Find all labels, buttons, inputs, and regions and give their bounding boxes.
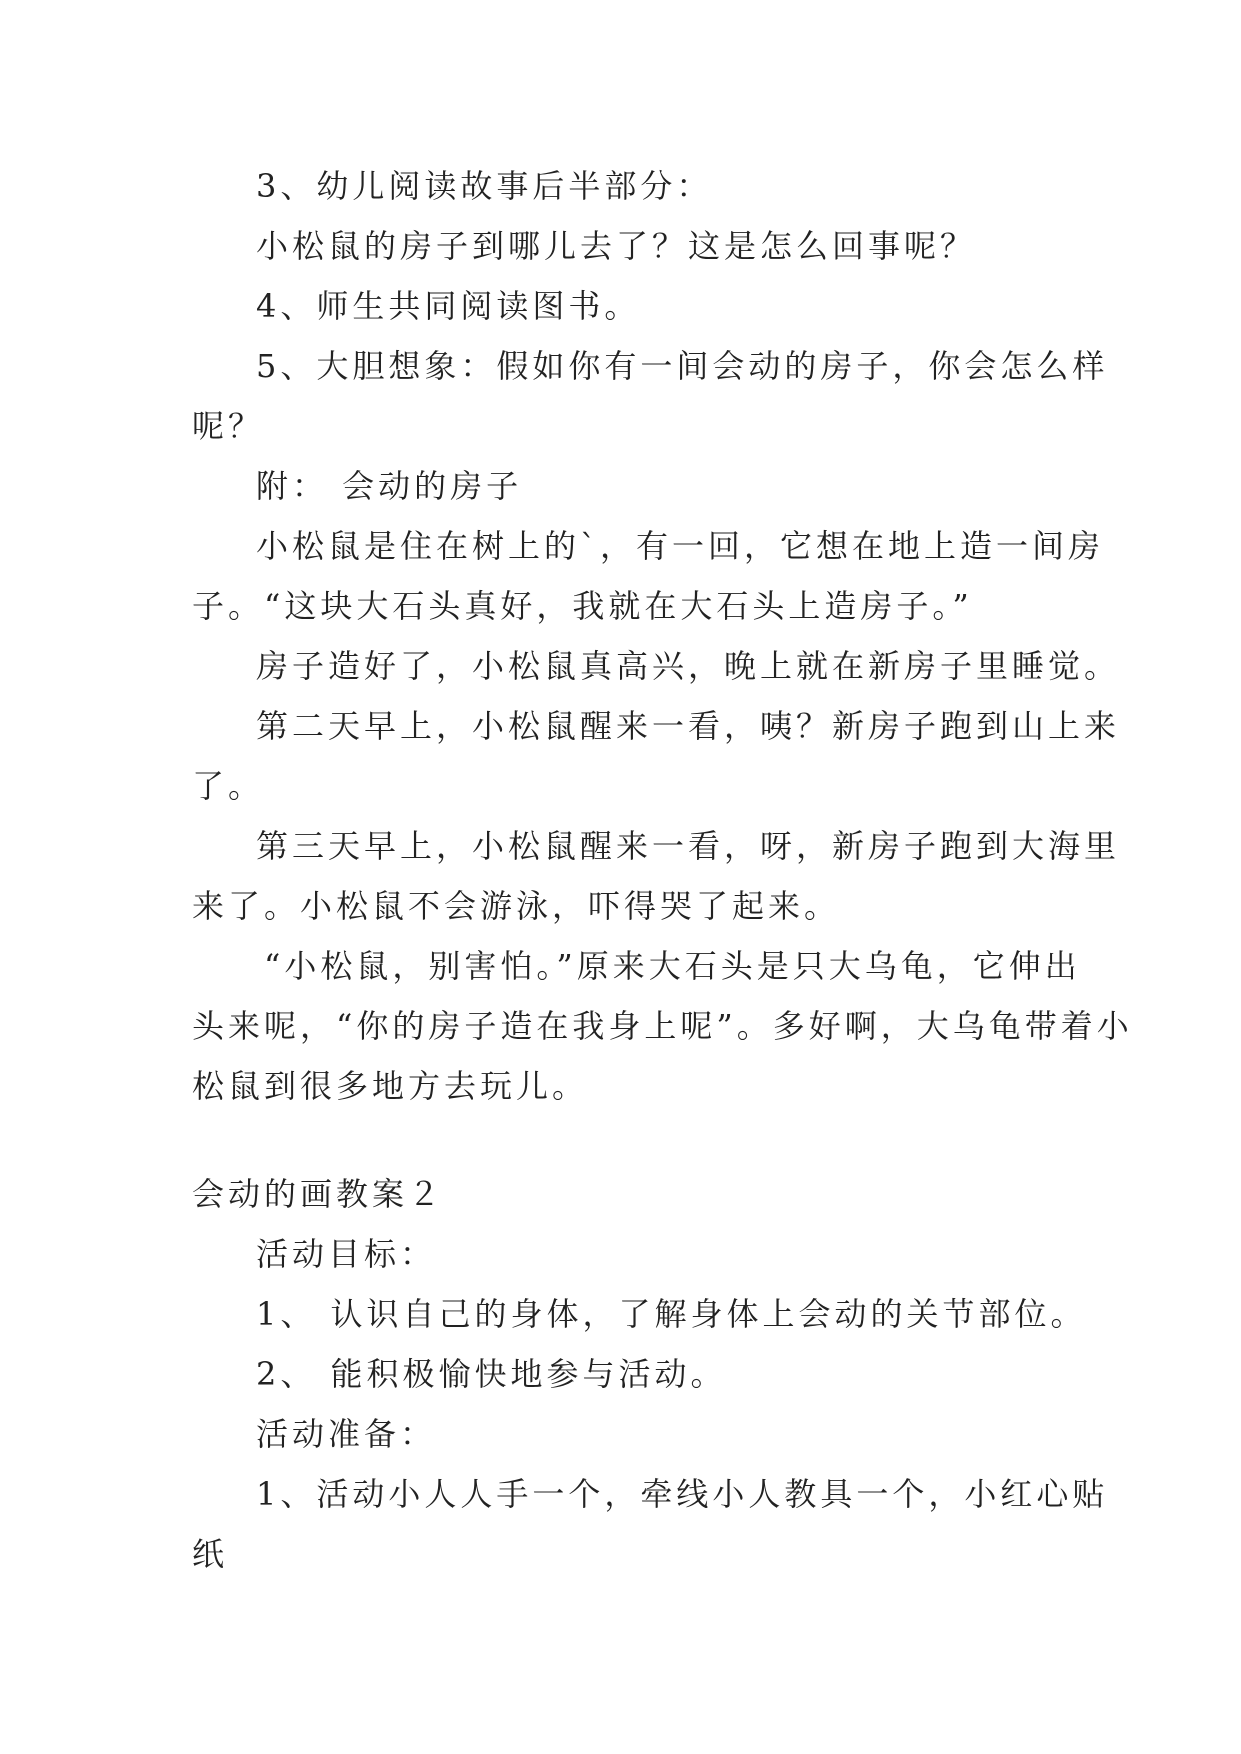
- step-3-question: 小松鼠的房子到哪儿去了？这是怎么回事呢？: [256, 227, 977, 265]
- step-5-text-line-1: 5、大胆想象：假如你有一间会动的房子，你会怎么样: [256, 347, 1109, 385]
- step-3-heading: 3、幼儿阅读故事后半部分：: [256, 167, 713, 205]
- activity-goal-2: 2、 能积极愉快地参与活动。: [256, 1355, 727, 1393]
- story-paragraph-5-line-1: “小松鼠，别害怕。”原来大石头是只大乌龟，它伸出: [264, 947, 1081, 985]
- story-paragraph-5-line-2: 头来呢，“你的房子造在我身上呢”。多好啊，大乌龟带着小: [192, 1007, 1133, 1045]
- activity-goals-heading: 活动目标：: [256, 1235, 437, 1273]
- story-paragraph-4-line-1: 第三天早上，小松鼠醒来一看，呀，新房子跑到大海里: [256, 827, 1121, 865]
- story-paragraph-1-line-1: 小松鼠是住在树上的`，有一回，它想在地上造一间房: [256, 527, 1105, 565]
- story-paragraph-3-line-2: 了。: [192, 767, 265, 805]
- story-paragraph-5-line-3: 松鼠到很多地方去玩儿。: [192, 1067, 589, 1105]
- appendix-title: 附： 会动的房子: [256, 467, 523, 505]
- step-4-text: 4、师生共同阅读图书。: [256, 287, 641, 325]
- story-paragraph-3-line-1: 第二天早上，小松鼠醒来一看，咦？新房子跑到山上来: [256, 707, 1121, 745]
- section-title: 会动的画教案２: [192, 1175, 445, 1213]
- activity-goal-1: 1、 认识自己的身体，了解身体上会动的关节部位。: [256, 1295, 1087, 1333]
- story-paragraph-4-line-2: 来了。小松鼠不会游泳，吓得哭了起来。: [192, 887, 841, 925]
- story-paragraph-1-line-2: 子。“这块大石头真好，我就在大石头上造房子。”: [192, 587, 973, 625]
- activity-prep-heading: 活动准备：: [256, 1415, 437, 1453]
- activity-prep-1-line-1: 1、活动小人人手一个，牵线小人教具一个，小红心贴: [256, 1475, 1109, 1513]
- step-5-text-line-2: 呢？: [192, 407, 265, 445]
- story-paragraph-2: 房子造好了，小松鼠真高兴，晚上就在新房子里睡觉。: [256, 647, 1121, 685]
- activity-prep-1-line-2: 纸: [192, 1535, 229, 1573]
